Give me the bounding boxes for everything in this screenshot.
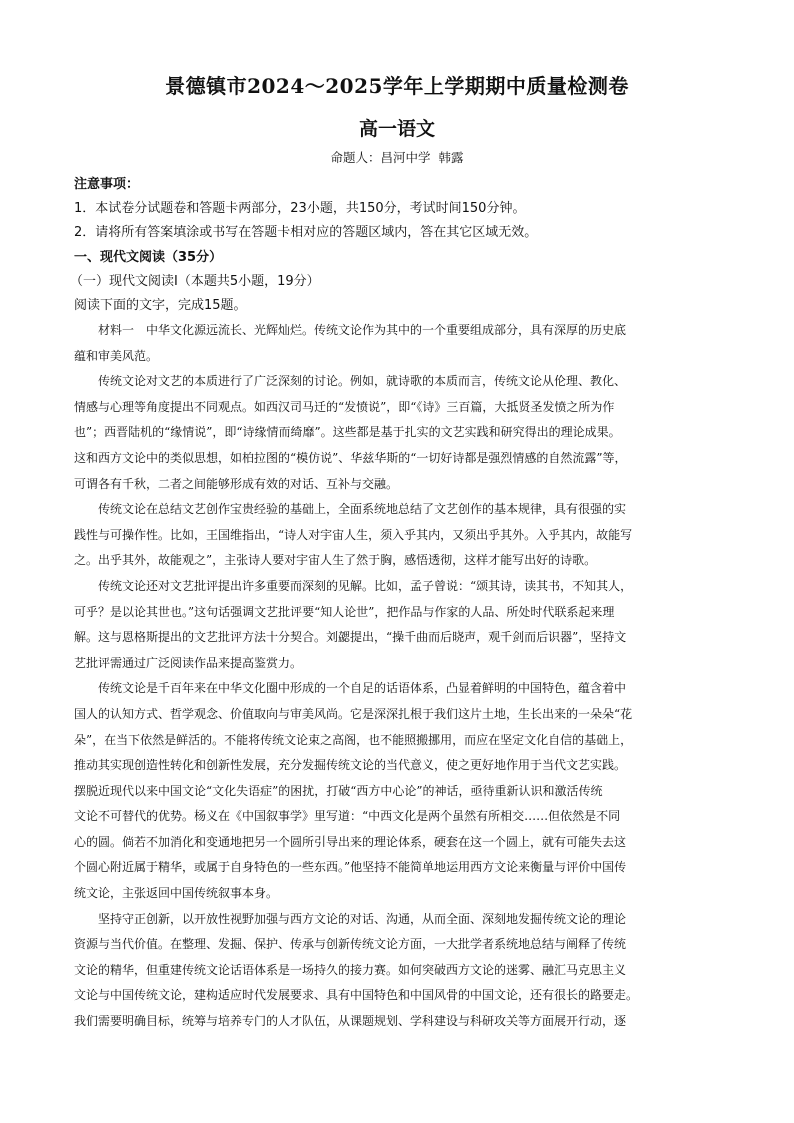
passage [74, 318, 720, 1035]
section-subheading: （一）现代文阅读Ⅰ（本题共5小题，19分） [70, 274, 320, 289]
passage-line: 朵”，在当下依然是鲜活的。不能将传统文论束之高阁，也不能照搬挪用，而应在坚定文化自信的基础上， [74, 732, 633, 747]
passage-line: 传统文论在总结文艺创作宝贵经验的基础上，全面系统地总结了文艺创作的基本规律，具有很强的实 [98, 502, 627, 517]
passage-line: 个圆心附近属于精华，或属于自身特色的一些东西。”他坚持不能简单地运用西方文论来衡量与评价中国传 [74, 860, 627, 875]
passage-line: 解。这与恩格斯提出的文艺批评方法十分契合。刘勰提出，“操千曲而后晓声，观千剑而后识器”，坚持文 [74, 630, 627, 645]
passage-line: 也”；西晋陆机的“缘情说”，即“诗缘情而绮靡”。这些都是基于扎实的文艺实践和研究得出的理论成果。 [74, 425, 621, 440]
passage-line: 践性与可操作性。比如，王国维指出，“诗人对宇宙人生，须入乎其内，又须出乎其外。入乎其内，故能写 [74, 527, 633, 542]
notes-heading: 注意事项： [74, 177, 140, 192]
passage-line: 文论不可替代的优势。杨义在《中国叙事学》里写道：“中西文化是两个虽然有所相交……但依然是不同 [74, 809, 621, 824]
passage-line: 蕴和审美风范。 [74, 348, 159, 363]
author-name: 韩露 [438, 150, 464, 165]
passage-line: 心的圆。倘若不加消化和变通地把另一个圆所引导出来的理论体系，硬套在这一个圆上，就有可能失去这 [74, 834, 627, 849]
section-heading: 一、现代文阅读（35分） [74, 250, 223, 265]
passage-line: 摆脱近现代以来中国文论“文化失语症”的困扰，打破“西方中心论”的神话，亟待重新认识和激活传统 [74, 783, 603, 798]
author-line [0, 148, 794, 166]
passage-line: 材料一 中华文化源远流长、光辉灿烂。传统文论作为其中的一个重要组成部分，具有深厚的历史底 [98, 323, 627, 337]
passage-line: 我们需要明确目标，统筹与培养专门的人才队伍，从课题规划、学科建设与科研攻关等方面展开行动，逐 [74, 1014, 627, 1029]
passage-line: 传统文论是千百年来在中华文化圈中形成的一个自足的话语体系，凸显着鲜明的中国特色，蕴含着中 [98, 681, 627, 696]
reading-instruction: 阅读下面的文字，完成15题。 [74, 298, 247, 313]
passage-line: 统文论，主张返回中国传统叙事本身。 [74, 886, 279, 901]
notes-item-1: 1．本试卷分试题卷和答题卡两部分，23小题，共150分，考试时间150分钟。 [74, 201, 526, 216]
exam-title: 景德镇市2024～2025学年上学期期中质量检测卷 [165, 74, 629, 98]
passage-line: 文论的精华，但重建传统文论话语体系是一场持久的接力赛。如何突破西方文论的迷雾、融汇马克思主义 [74, 962, 627, 977]
passage-line: 传统文论还对文艺批评提出许多重要而深刻的见解。比如，孟子曾说：“颂其诗，读其书，不知其人， [98, 578, 633, 593]
passage-line: 推动其实现创造性转化和创新性发展，充分发掘传统文论的当代意义，使之更好地作用于当代文艺实践。 [74, 758, 627, 773]
passage-line: 之。出乎其外，故能观之”，主张诗人要对宇宙人生了然于胸，感悟透彻，这样才能写出好的诗歌。 [74, 553, 597, 568]
passage-line: 可乎？是以论其世也。”这句话强调文艺批评要“知人论世”，把作品与作家的人品、所处时代联系起来理 [74, 604, 615, 619]
passage-line: 这和西方文论中的类似思想，如柏拉图的“模仿说”、华兹华斯的“一切好诗都是强烈情感的自然流露”等， [74, 450, 627, 465]
passage-line: 情感与心理等角度提出不同观点。如西汉司马迁的“发愤说”，即“《诗》三百篇，大抵贤圣发愤之所为作 [74, 399, 615, 414]
passage-line: 坚持守正创新，以开放性视野加强与西方文论的对话、沟通，从而全面、深刻地发掘传统文论的理论 [98, 911, 627, 926]
exam-subject: 高一语文 [358, 118, 435, 140]
passage-line: 艺批评需通过广泛阅读作品来提高鉴赏力。 [74, 655, 303, 670]
passage-line: 可谓各有千秋，二者之间能够形成有效的对话、互补与交融。 [74, 476, 399, 491]
passage-line: 传统文论对文艺的本质进行了广泛深刻的讨论。例如，就诗歌的本质而言，传统文论从伦理、教化、 [98, 374, 627, 389]
author-label: 命题人：昌河中学 [330, 150, 431, 165]
passage-line: 文论与中国传统文论，建构适应时代发展要求、具有中国特色和中国风骨的中国文论，还有很长的路要走。 [74, 988, 639, 1003]
passage-line: 资源与当代价值。在整理、发掘、保护、传承与创新传统文论方面，一大批学者系统地总结与阐释了传统 [74, 937, 627, 952]
passage-line: 国人的认知方式、哲学观念、价值取向与审美风尚。它是深深扎根于我们这片土地，生长出来的一朵朵“花 [74, 706, 633, 721]
notes-item-2: 2．请将所有答案填涂或书写在答题卡相对应的答题区域内，答在其它区域无效。 [74, 225, 538, 240]
